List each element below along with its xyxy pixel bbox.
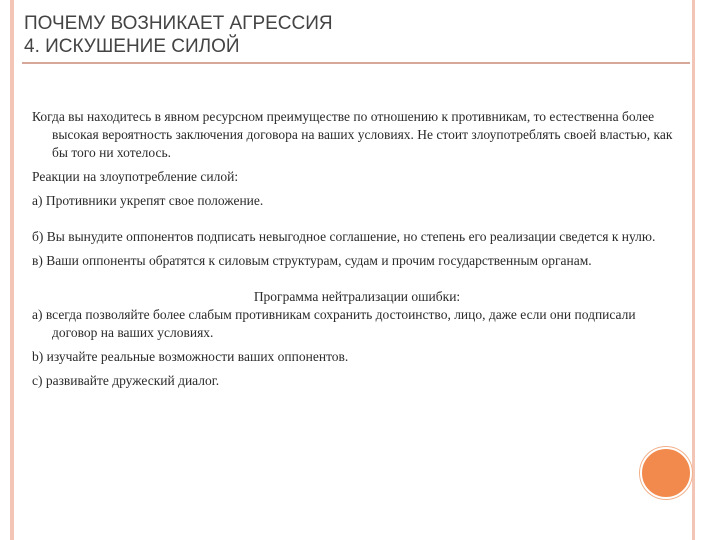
left-frame-line bbox=[10, 0, 14, 540]
title-line-1: ПОЧЕМУ ВОЗНИКАЕТ АГРЕССИЯ bbox=[24, 13, 333, 34]
paragraph-advantage: Когда вы находитесь в явном ресурсном преимуществе по отношению к противникам, то естественна более высокая вероятность заключения договора на ваших условиях. Не стоит злоупотреблять своей властью, как бы того ни хотелось. bbox=[32, 109, 673, 160]
program-item-c: c) развивайте дружеский диалог. bbox=[32, 373, 220, 388]
program-item-a: а) всегда позволяйте более слабым противникам сохранить достоинство, лицо, даже если они подписали договор на ваших условиях. bbox=[32, 307, 636, 340]
program-item-b: b) изучайте реальные возможности ваших оппонентов. bbox=[32, 349, 349, 364]
slide-title bbox=[24, 12, 664, 58]
reaction-item-c: в) Ваши оппоненты обратятся к силовым структурам, судам и прочим государственным органам. bbox=[32, 253, 592, 268]
paragraph-reactions-heading: Реакции на злоупотребление силой: bbox=[32, 169, 239, 184]
reaction-item-b: б) Вы вынудите оппонентов подписать невыгодное соглашение, но степень его реализации сведется к нулю. bbox=[32, 229, 656, 244]
right-frame-line bbox=[692, 0, 695, 540]
title-divider bbox=[22, 62, 690, 64]
slide-body bbox=[32, 108, 682, 390]
program-heading: Программа нейтрализации ошибки: bbox=[253, 289, 461, 304]
title-line-2: 4. ИСКУШЕНИЕ СИЛОЙ bbox=[24, 36, 240, 57]
reaction-item-a: а) Противники укрепят свое положение. bbox=[32, 193, 264, 208]
decorative-circle bbox=[640, 447, 692, 499]
